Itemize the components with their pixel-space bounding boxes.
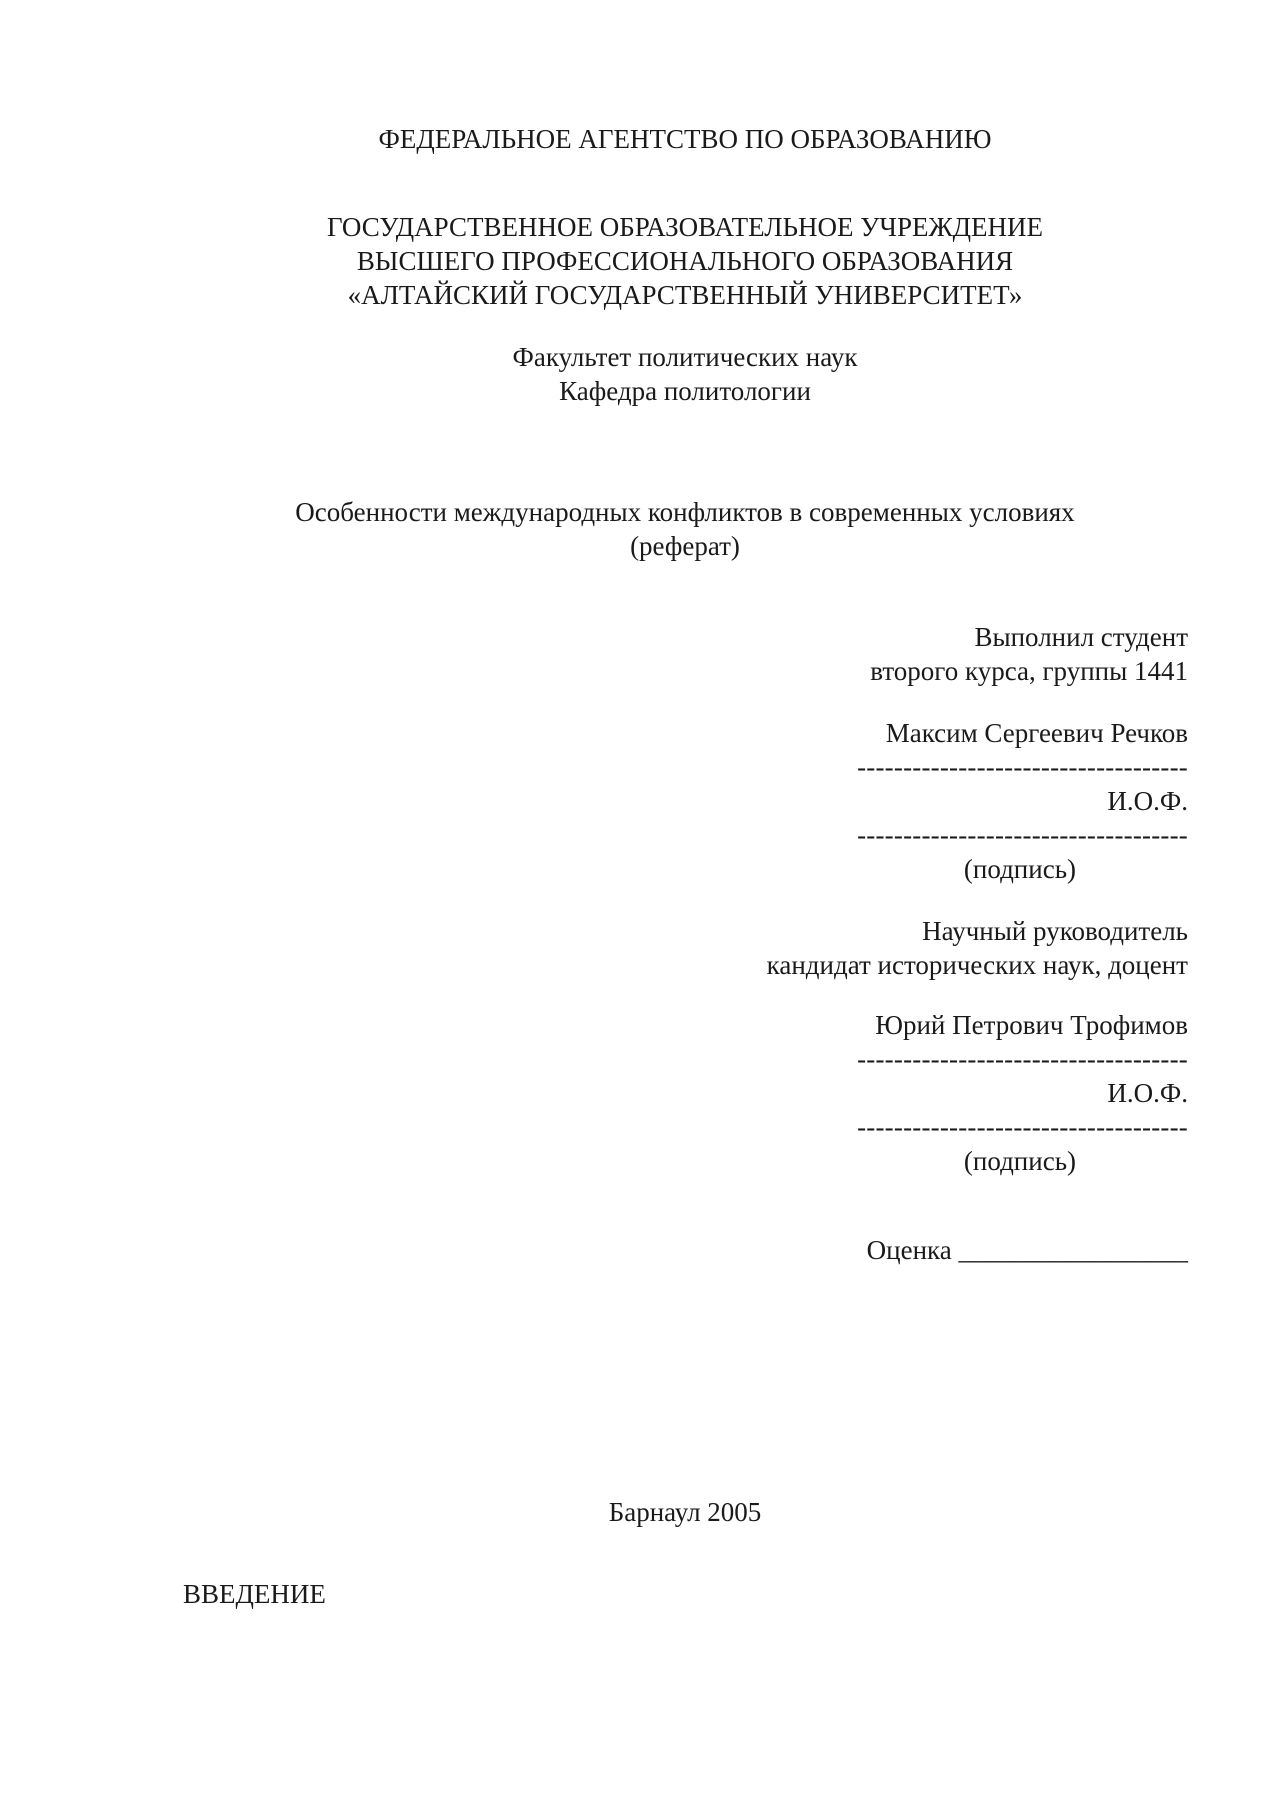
footer-block bbox=[0, 1495, 1280, 1529]
topic-title: Особенности международных конфликтов в современных условиях bbox=[295, 497, 1075, 527]
supervisor-dash-line-2: ------------------------------------ bbox=[857, 1112, 1188, 1142]
student-role-line-2: второго курса, группы 1441 bbox=[870, 656, 1188, 686]
grade-blank: _________________ bbox=[958, 1235, 1188, 1265]
document-type: (реферат) bbox=[630, 531, 740, 561]
grade-block bbox=[488, 1233, 1188, 1267]
faculty-block bbox=[0, 340, 1280, 408]
supervisor-dash-line-1: ------------------------------------ bbox=[857, 1044, 1188, 1074]
grade-line bbox=[488, 1233, 1188, 1267]
institution-line-1: ГОСУДАРСТВЕННОЕ ОБРАЗОВАТЕЛЬНОЕ УЧРЕЖДЕНИЕ bbox=[326, 212, 1044, 242]
supervisor-sign-block bbox=[488, 1008, 1188, 1178]
student-dash-line-2: ------------------------------------ bbox=[857, 820, 1188, 850]
supervisor-role-line-1: Научный руководитель bbox=[922, 916, 1188, 946]
grade-label: Оценка bbox=[866, 1235, 952, 1265]
department-name: Кафедра политологии bbox=[559, 376, 811, 406]
supervisor-role-line-2: кандидат исторических наук, доцент bbox=[766, 950, 1188, 980]
institution-heading bbox=[0, 210, 1280, 312]
agency-heading bbox=[0, 122, 1280, 156]
student-sign-block bbox=[488, 716, 1188, 886]
agency-text: ФЕДЕРАЛЬНОЕ АГЕНТСТВО ПО ОБРАЗОВАНИЮ bbox=[378, 124, 992, 154]
institution-line-3: «АЛТАЙСКИЙ ГОСУДАРСТВЕННЫЙ УНИВЕРСИТЕТ» bbox=[347, 280, 1023, 310]
student-name: Максим Сергеевич Речков bbox=[885, 718, 1188, 748]
faculty-name: Факультет политических наук bbox=[512, 342, 858, 372]
introduction-text: ВВЕДЕНИЕ bbox=[183, 1579, 326, 1609]
supervisor-signature-label: (подпись) bbox=[963, 1146, 1076, 1176]
student-fio-label: И.О.Ф. bbox=[1107, 786, 1188, 816]
institution-line-2: ВЫСШЕГО ПРОФЕССИОНАЛЬНОГО ОБРАЗОВАНИЯ bbox=[356, 246, 1014, 276]
student-signature-label: (подпись) bbox=[963, 854, 1076, 884]
student-block bbox=[488, 620, 1188, 688]
supervisor-name: Юрий Петрович Трофимов bbox=[875, 1010, 1188, 1040]
student-dash-line-1: ------------------------------------ bbox=[857, 752, 1188, 782]
supervisor-block bbox=[488, 914, 1188, 982]
title-block bbox=[0, 495, 1280, 563]
city-year: Барнаул 2005 bbox=[608, 1497, 762, 1527]
student-role-line-1: Выполнил студент bbox=[974, 622, 1188, 652]
introduction-heading bbox=[183, 1577, 326, 1611]
supervisor-fio-label: И.О.Ф. bbox=[1107, 1078, 1188, 1108]
